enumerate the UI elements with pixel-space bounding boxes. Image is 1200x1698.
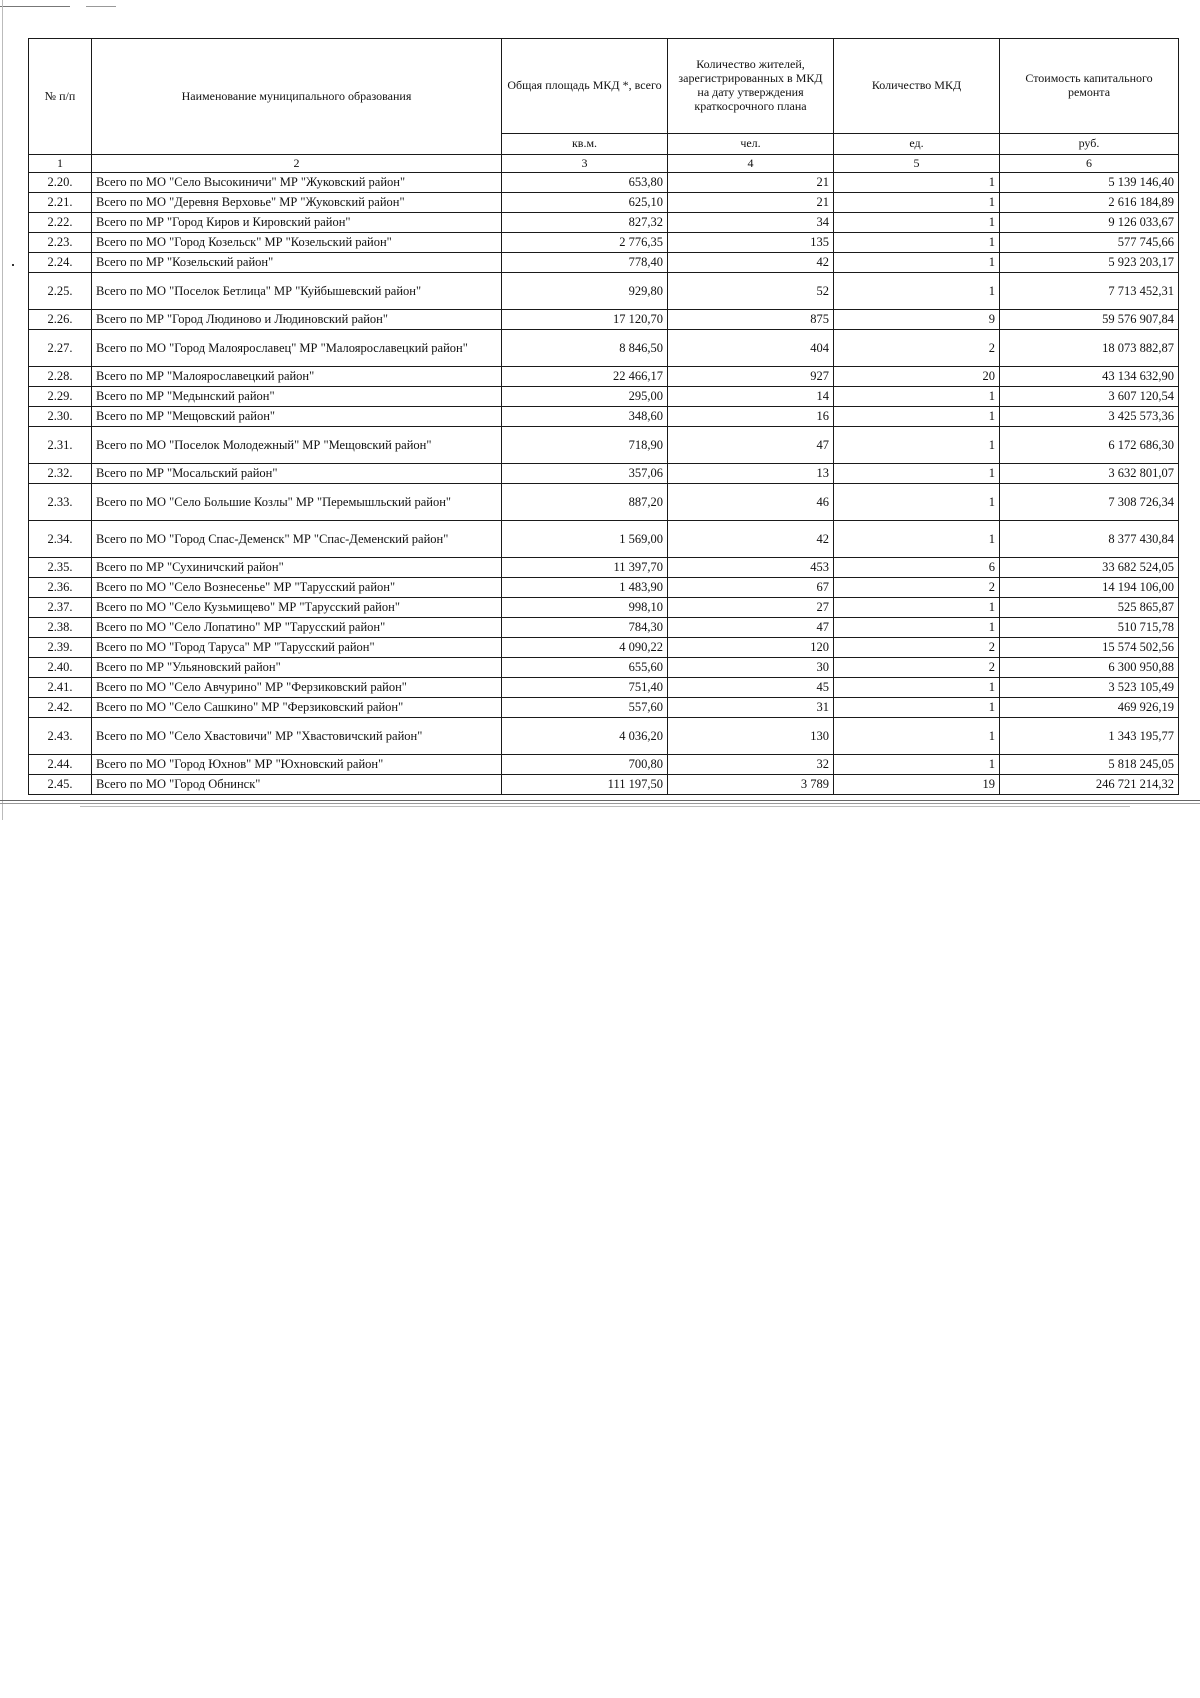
table-header <box>29 39 1179 173</box>
repair-cost-cell: 525 865,87 <box>1000 598 1179 618</box>
table-row <box>29 678 1179 698</box>
repair-cost-cell: 469 926,19 <box>1000 698 1179 718</box>
mkd-count-cell: 1 <box>834 233 1000 253</box>
table-row <box>29 598 1179 618</box>
row-number-cell: 2.28. <box>29 367 92 387</box>
total-area-cell: 557,60 <box>502 698 668 718</box>
row-number-cell: 2.43. <box>29 718 92 755</box>
total-area-cell: 784,30 <box>502 618 668 638</box>
residents-count-cell: 404 <box>668 330 834 367</box>
residents-count-cell: 30 <box>668 658 834 678</box>
column-number: 4 <box>668 155 834 173</box>
total-area-cell: 1 569,00 <box>502 521 668 558</box>
unit-cost: руб. <box>1000 134 1179 155</box>
unit-area: кв.м. <box>502 134 668 155</box>
row-number-cell: 2.27. <box>29 330 92 367</box>
scan-noise-line <box>0 800 1200 801</box>
total-area-cell: 778,40 <box>502 253 668 273</box>
mkd-count-cell: 1 <box>834 407 1000 427</box>
row-number-cell: 2.21. <box>29 193 92 213</box>
header-repair-cost: Стоимость капитального ремонта <box>1000 39 1179 134</box>
municipality-name-cell: Всего по МО "Город Таруса" МР "Тарусский район" <box>92 638 502 658</box>
municipality-name-cell: Всего по МО "Село Сашкино" МР "Ферзиковский район" <box>92 698 502 718</box>
repair-cost-cell: 5 139 146,40 <box>1000 173 1179 193</box>
mkd-count-cell: 1 <box>834 698 1000 718</box>
total-area-cell: 998,10 <box>502 598 668 618</box>
municipality-name-cell: Всего по МР "Город Людиново и Людиновский район" <box>92 310 502 330</box>
municipality-name-cell: Всего по МО "Город Спас-Деменск" МР "Спас-Деменский район" <box>92 521 502 558</box>
total-area-cell: 22 466,17 <box>502 367 668 387</box>
row-number-cell: 2.35. <box>29 558 92 578</box>
row-number-cell: 2.29. <box>29 387 92 407</box>
residents-count-cell: 14 <box>668 387 834 407</box>
residents-count-cell: 130 <box>668 718 834 755</box>
table-row <box>29 464 1179 484</box>
mkd-count-cell: 1 <box>834 273 1000 310</box>
row-number-cell: 2.34. <box>29 521 92 558</box>
mkd-count-cell: 1 <box>834 521 1000 558</box>
row-number-cell: 2.45. <box>29 775 92 795</box>
total-area-cell: 111 197,50 <box>502 775 668 795</box>
residents-count-cell: 27 <box>668 598 834 618</box>
municipality-name-cell: Всего по МО "Деревня Верховье" МР "Жуковский район" <box>92 193 502 213</box>
row-number-cell: 2.32. <box>29 464 92 484</box>
repair-cost-cell: 2 616 184,89 <box>1000 193 1179 213</box>
total-area-cell: 827,32 <box>502 213 668 233</box>
table-row <box>29 253 1179 273</box>
total-area-cell: 625,10 <box>502 193 668 213</box>
total-area-cell: 348,60 <box>502 407 668 427</box>
column-number: 1 <box>29 155 92 173</box>
repair-cost-cell: 5 923 203,17 <box>1000 253 1179 273</box>
repair-cost-cell: 59 576 907,84 <box>1000 310 1179 330</box>
repair-cost-cell: 7 713 452,31 <box>1000 273 1179 310</box>
row-number-cell: 2.42. <box>29 698 92 718</box>
residents-count-cell: 34 <box>668 213 834 233</box>
repair-cost-cell: 577 745,66 <box>1000 233 1179 253</box>
repair-cost-cell: 18 073 882,87 <box>1000 330 1179 367</box>
mkd-count-cell: 1 <box>834 718 1000 755</box>
residents-count-cell: 42 <box>668 253 834 273</box>
repair-cost-cell: 6 172 686,30 <box>1000 427 1179 464</box>
mkd-count-cell: 2 <box>834 638 1000 658</box>
mkd-count-cell: 20 <box>834 367 1000 387</box>
mkd-count-cell: 1 <box>834 193 1000 213</box>
total-area-cell: 8 846,50 <box>502 330 668 367</box>
table-row <box>29 330 1179 367</box>
total-area-cell: 4 036,20 <box>502 718 668 755</box>
residents-count-cell: 120 <box>668 638 834 658</box>
scan-noise-line <box>80 806 1130 807</box>
residents-count-cell: 31 <box>668 698 834 718</box>
total-area-cell: 295,00 <box>502 387 668 407</box>
column-number: 2 <box>92 155 502 173</box>
residents-count-cell: 52 <box>668 273 834 310</box>
table-row <box>29 310 1179 330</box>
row-number-cell: 2.33. <box>29 484 92 521</box>
column-number: 3 <box>502 155 668 173</box>
total-area-cell: 887,20 <box>502 484 668 521</box>
table-row <box>29 775 1179 795</box>
table-row <box>29 718 1179 755</box>
row-number-cell: 2.41. <box>29 678 92 698</box>
total-area-cell: 17 120,70 <box>502 310 668 330</box>
municipality-name-cell: Всего по МР "Медынский район" <box>92 387 502 407</box>
table-body <box>29 173 1179 795</box>
residents-count-cell: 453 <box>668 558 834 578</box>
row-number-cell: 2.23. <box>29 233 92 253</box>
residents-count-cell: 46 <box>668 484 834 521</box>
residents-count-cell: 3 789 <box>668 775 834 795</box>
table-row <box>29 638 1179 658</box>
row-number-cell: 2.30. <box>29 407 92 427</box>
row-number-cell: 2.38. <box>29 618 92 638</box>
repair-cost-cell: 3 523 105,49 <box>1000 678 1179 698</box>
residents-count-cell: 927 <box>668 367 834 387</box>
total-area-cell: 700,80 <box>502 755 668 775</box>
residents-count-cell: 32 <box>668 755 834 775</box>
municipality-name-cell: Всего по МО "Село Авчурино" МР "Ферзиковский район" <box>92 678 502 698</box>
residents-count-cell: 47 <box>668 618 834 638</box>
municipality-name-cell: Всего по МР "Мещовский район" <box>92 407 502 427</box>
table-row <box>29 407 1179 427</box>
total-area-cell: 929,80 <box>502 273 668 310</box>
table-row <box>29 521 1179 558</box>
table-row <box>29 193 1179 213</box>
capital-repair-table-container <box>28 38 1178 795</box>
scan-noise-line <box>0 803 1200 804</box>
repair-cost-cell: 15 574 502,56 <box>1000 638 1179 658</box>
municipality-name-cell: Всего по МР "Ульяновский район" <box>92 658 502 678</box>
row-number-cell: 2.40. <box>29 658 92 678</box>
municipality-name-cell: Всего по МО "Поселок Молодежный" МР "Мещовский район" <box>92 427 502 464</box>
municipality-name-cell: Всего по МО "Поселок Бетлица" МР "Куйбышевский район" <box>92 273 502 310</box>
header-row-number: № п/п <box>29 39 92 155</box>
repair-cost-cell: 1 343 195,77 <box>1000 718 1179 755</box>
residents-count-cell: 16 <box>668 407 834 427</box>
total-area-cell: 751,40 <box>502 678 668 698</box>
total-area-cell: 718,90 <box>502 427 668 464</box>
header-total-area: Общая площадь МКД *, всего <box>502 39 668 134</box>
residents-count-cell: 21 <box>668 193 834 213</box>
table-row <box>29 658 1179 678</box>
total-area-cell: 11 397,70 <box>502 558 668 578</box>
unit-mkd: ед. <box>834 134 1000 155</box>
total-area-cell: 357,06 <box>502 464 668 484</box>
municipality-name-cell: Всего по МО "Село Лопатино" МР "Тарусский район" <box>92 618 502 638</box>
unit-people: чел. <box>668 134 834 155</box>
table-row <box>29 273 1179 310</box>
total-area-cell: 655,60 <box>502 658 668 678</box>
municipality-name-cell: Всего по МР "Мосальский район" <box>92 464 502 484</box>
scan-artifact-line <box>0 6 70 7</box>
row-number-cell: 2.36. <box>29 578 92 598</box>
repair-cost-cell: 510 715,78 <box>1000 618 1179 638</box>
table-row <box>29 618 1179 638</box>
scan-artifact-line <box>86 6 116 7</box>
row-number-cell: 2.44. <box>29 755 92 775</box>
municipality-name-cell: Всего по МР "Сухиничский район" <box>92 558 502 578</box>
table-row <box>29 173 1179 193</box>
table-row <box>29 367 1179 387</box>
repair-cost-cell: 3 425 573,36 <box>1000 407 1179 427</box>
row-number-cell: 2.31. <box>29 427 92 464</box>
column-number: 5 <box>834 155 1000 173</box>
row-number-cell: 2.22. <box>29 213 92 233</box>
mkd-count-cell: 19 <box>834 775 1000 795</box>
row-number-cell: 2.39. <box>29 638 92 658</box>
scan-page-edge <box>2 0 3 820</box>
residents-count-cell: 45 <box>668 678 834 698</box>
row-number-cell: 2.26. <box>29 310 92 330</box>
residents-count-cell: 875 <box>668 310 834 330</box>
repair-cost-cell: 33 682 524,05 <box>1000 558 1179 578</box>
municipality-name-cell: Всего по МО "Село Вознесенье" МР "Тарусский район" <box>92 578 502 598</box>
residents-count-cell: 135 <box>668 233 834 253</box>
row-number-cell: 2.37. <box>29 598 92 618</box>
municipality-name-cell: Всего по МО "Город Козельск" МР "Козельский район" <box>92 233 502 253</box>
repair-cost-cell: 246 721 214,32 <box>1000 775 1179 795</box>
column-number: 6 <box>1000 155 1179 173</box>
total-area-cell: 2 776,35 <box>502 233 668 253</box>
residents-count-cell: 21 <box>668 173 834 193</box>
municipality-name-cell: Всего по МР "Малоярославецкий район" <box>92 367 502 387</box>
scan-artifact-bottom <box>0 800 1200 810</box>
repair-cost-cell: 8 377 430,84 <box>1000 521 1179 558</box>
row-number-cell: 2.24. <box>29 253 92 273</box>
repair-cost-cell: 7 308 726,34 <box>1000 484 1179 521</box>
municipality-name-cell: Всего по МО "Село Большие Козлы" МР "Перемышльский район" <box>92 484 502 521</box>
residents-count-cell: 67 <box>668 578 834 598</box>
table-row <box>29 233 1179 253</box>
repair-cost-cell: 5 818 245,05 <box>1000 755 1179 775</box>
total-area-cell: 1 483,90 <box>502 578 668 598</box>
table-row <box>29 213 1179 233</box>
total-area-cell: 4 090,22 <box>502 638 668 658</box>
municipality-name-cell: Всего по МО "Город Малоярославец" МР "Малоярославецкий район" <box>92 330 502 367</box>
repair-cost-cell: 3 607 120,54 <box>1000 387 1179 407</box>
mkd-count-cell: 1 <box>834 484 1000 521</box>
header-municipality-name: Наименование муниципального образования <box>92 39 502 155</box>
table-row <box>29 578 1179 598</box>
table-row <box>29 755 1179 775</box>
repair-cost-cell: 3 632 801,07 <box>1000 464 1179 484</box>
municipality-name-cell: Всего по МР "Город Киров и Кировский район" <box>92 213 502 233</box>
mkd-count-cell: 1 <box>834 464 1000 484</box>
municipality-name-cell: Всего по МО "Город Юхнов" МР "Юхновский район" <box>92 755 502 775</box>
mkd-count-cell: 2 <box>834 658 1000 678</box>
total-area-cell: 653,80 <box>502 173 668 193</box>
municipality-name-cell: Всего по МР "Козельский район" <box>92 253 502 273</box>
table-row <box>29 387 1179 407</box>
mkd-count-cell: 1 <box>834 618 1000 638</box>
table-row <box>29 698 1179 718</box>
mkd-count-cell: 1 <box>834 253 1000 273</box>
row-number-cell: 2.20. <box>29 173 92 193</box>
mkd-count-cell: 1 <box>834 598 1000 618</box>
mkd-count-cell: 2 <box>834 578 1000 598</box>
repair-cost-cell: 14 194 106,00 <box>1000 578 1179 598</box>
header-mkd-count: Количество МКД <box>834 39 1000 134</box>
mkd-count-cell: 6 <box>834 558 1000 578</box>
residents-count-cell: 13 <box>668 464 834 484</box>
mkd-count-cell: 9 <box>834 310 1000 330</box>
mkd-count-cell: 1 <box>834 213 1000 233</box>
municipality-name-cell: Всего по МО "Село Кузьмищево" МР "Тарусский район" <box>92 598 502 618</box>
header-residents-count: Количество жителей, зарегистрированных в МКД на дату утверждения краткосрочного плана <box>668 39 834 134</box>
capital-repair-table <box>28 38 1179 795</box>
scan-artifact-dot <box>12 264 14 266</box>
municipality-name-cell: Всего по МО "Село Высокиничи" МР "Жуковский район" <box>92 173 502 193</box>
mkd-count-cell: 1 <box>834 173 1000 193</box>
repair-cost-cell: 9 126 033,67 <box>1000 213 1179 233</box>
table-row <box>29 484 1179 521</box>
table-row <box>29 427 1179 464</box>
mkd-count-cell: 1 <box>834 755 1000 775</box>
repair-cost-cell: 43 134 632,90 <box>1000 367 1179 387</box>
residents-count-cell: 42 <box>668 521 834 558</box>
municipality-name-cell: Всего по МО "Село Хвастовичи" МР "Хвастовичский район" <box>92 718 502 755</box>
row-number-cell: 2.25. <box>29 273 92 310</box>
table-row <box>29 558 1179 578</box>
mkd-count-cell: 1 <box>834 678 1000 698</box>
mkd-count-cell: 1 <box>834 387 1000 407</box>
mkd-count-cell: 2 <box>834 330 1000 367</box>
residents-count-cell: 47 <box>668 427 834 464</box>
mkd-count-cell: 1 <box>834 427 1000 464</box>
municipality-name-cell: Всего по МО "Город Обнинск" <box>92 775 502 795</box>
repair-cost-cell: 6 300 950,88 <box>1000 658 1179 678</box>
